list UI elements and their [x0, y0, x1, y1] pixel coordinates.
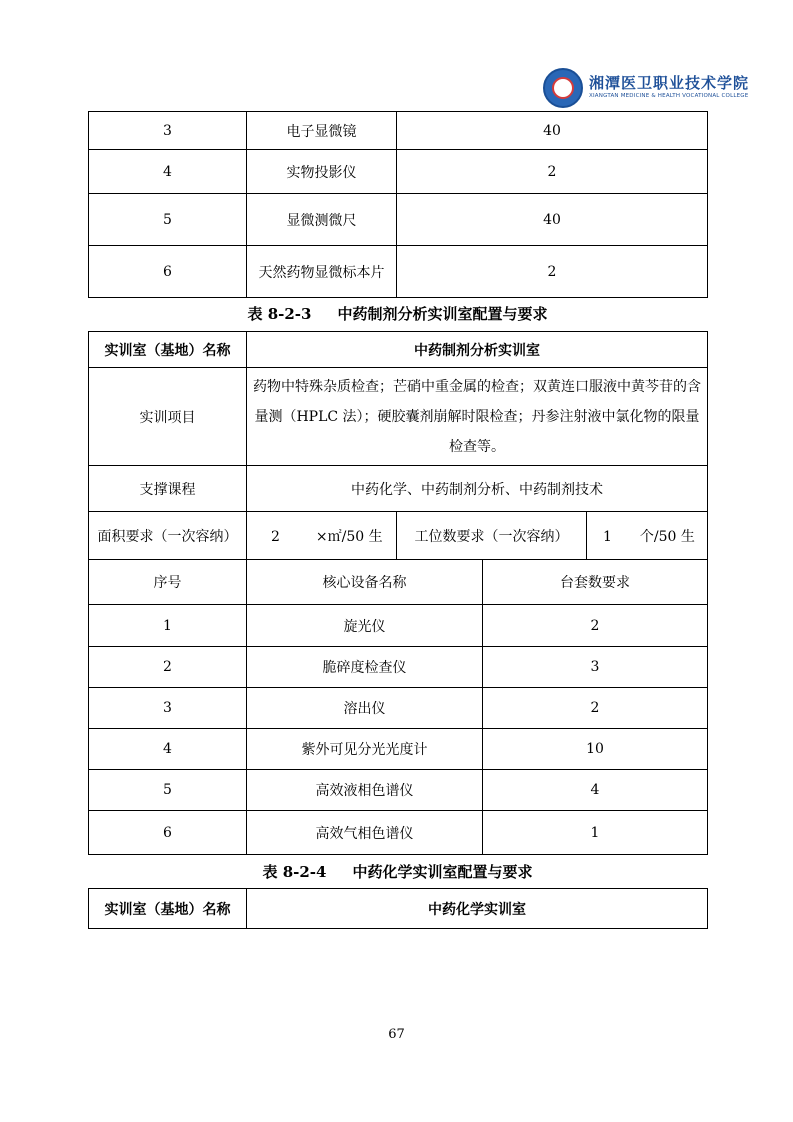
- support-course-row: [89, 466, 708, 512]
- row-number: 4: [89, 729, 247, 770]
- equipment-qty: 2: [483, 605, 708, 647]
- row-number: 3: [89, 112, 247, 150]
- table-row: [89, 246, 708, 298]
- table-row: [89, 605, 708, 647]
- row-number: 1: [89, 605, 247, 647]
- row-number: 5: [89, 770, 247, 811]
- equipment-qty: 3: [483, 647, 708, 688]
- room-name-row: [89, 332, 708, 368]
- row-number: 3: [89, 688, 247, 729]
- table-row: [89, 729, 708, 770]
- equipment-qty: 2: [397, 246, 708, 298]
- equipment-name: 脆碎度检查仪: [247, 647, 483, 688]
- station-unit: 个/50 生: [639, 528, 695, 545]
- equipment-name: 溶出仪: [247, 688, 483, 729]
- equipment-name: 天然药物显微标本片: [247, 246, 397, 298]
- column-header-qty: 台套数要求: [483, 560, 708, 605]
- college-seal-icon: [543, 68, 583, 108]
- caption-title: 中药制剂分析实训室配置与要求: [337, 305, 548, 323]
- table-row: [89, 811, 708, 855]
- room-name-value: 中药制剂分析实训室: [247, 332, 708, 368]
- training-project-row: [89, 368, 708, 466]
- equipment-name: 紫外可见分光光度计: [247, 729, 483, 770]
- table-caption-8-2-4: [88, 861, 707, 882]
- table-caption-8-2-3: [88, 303, 707, 324]
- table-row: [89, 112, 708, 150]
- caption-title: 中药化学实训室配置与要求: [352, 863, 533, 881]
- table-row: [89, 770, 708, 811]
- capacity-row: [89, 512, 708, 560]
- area-unit-prefix: ×㎡: [315, 528, 342, 545]
- area-value: [247, 512, 397, 560]
- support-course-label: 支撑课程: [89, 466, 247, 512]
- row-number: 2: [89, 647, 247, 688]
- page-number: 67: [388, 1027, 405, 1042]
- logo-english-name: XIANGTAN MEDICINE & HEALTH VOCATIONAL COLLEGE: [589, 93, 749, 99]
- equipment-name: 实物投影仪: [247, 150, 397, 194]
- row-number: 4: [89, 150, 247, 194]
- equipment-name: 高效液相色谱仪: [247, 770, 483, 811]
- station-value: [587, 512, 708, 560]
- equipment-qty: 10: [483, 729, 708, 770]
- training-project-value: 药物中特殊杂质检查；芒硝中重金属的检查；双黄连口服液中黄芩苷的含量测（HPLC 法）；硬胶囊剂崩解时限检查；丹参注射液中氯化物的限量检查等。: [247, 368, 708, 466]
- row-number: 5: [89, 194, 247, 246]
- station-number: 1: [603, 528, 612, 545]
- equipment-qty: 40: [397, 112, 708, 150]
- equipment-name: 显微测微尺: [247, 194, 397, 246]
- equipment-name: 电子显微镜: [247, 112, 397, 150]
- equipment-header-row: [89, 560, 708, 605]
- equipment-qty: 1: [483, 811, 708, 855]
- logo-chinese-name: 湘潭医卫职业技术学院: [589, 74, 750, 92]
- area-unit-suffix: /50 生: [341, 528, 383, 545]
- table-row: [89, 194, 708, 246]
- equipment-qty: 2: [483, 688, 708, 729]
- table-row: [89, 688, 708, 729]
- table-row: [89, 647, 708, 688]
- room-name-label: 实训室（基地）名称: [89, 889, 247, 929]
- room-name-value: 中药化学实训室: [247, 889, 708, 929]
- equipment-qty: 4: [483, 770, 708, 811]
- lab-info-table-8-2-4: [88, 888, 708, 929]
- area-number: 2: [271, 528, 280, 545]
- row-number: 6: [89, 811, 247, 855]
- table-row: [89, 150, 708, 194]
- equipment-qty: 2: [397, 150, 708, 194]
- station-label: 工位数要求（一次容纳）: [397, 512, 587, 560]
- row-number: 6: [89, 246, 247, 298]
- training-project-label: 实训项目: [89, 368, 247, 466]
- equipment-name: 旋光仪: [247, 605, 483, 647]
- room-name-row: [89, 889, 708, 929]
- caption-number: 表 8-2-4: [262, 863, 327, 881]
- caption-number: 表 8-2-3: [247, 305, 312, 323]
- support-course-value: 中药化学、中药制剂分析、中药制剂技术: [247, 466, 708, 512]
- equipment-name: 高效气相色谱仪: [247, 811, 483, 855]
- column-header-number: 序号: [89, 560, 247, 605]
- equipment-qty: 40: [397, 194, 708, 246]
- column-header-name: 核心设备名称: [247, 560, 483, 605]
- lab-info-table-8-2-3: [88, 331, 708, 560]
- college-logo: [543, 66, 750, 110]
- equipment-table-continued: [88, 111, 708, 298]
- room-name-label: 实训室（基地）名称: [89, 332, 247, 368]
- equipment-table-8-2-3: [88, 559, 708, 855]
- area-label: 面积要求（一次容纳）: [89, 512, 247, 560]
